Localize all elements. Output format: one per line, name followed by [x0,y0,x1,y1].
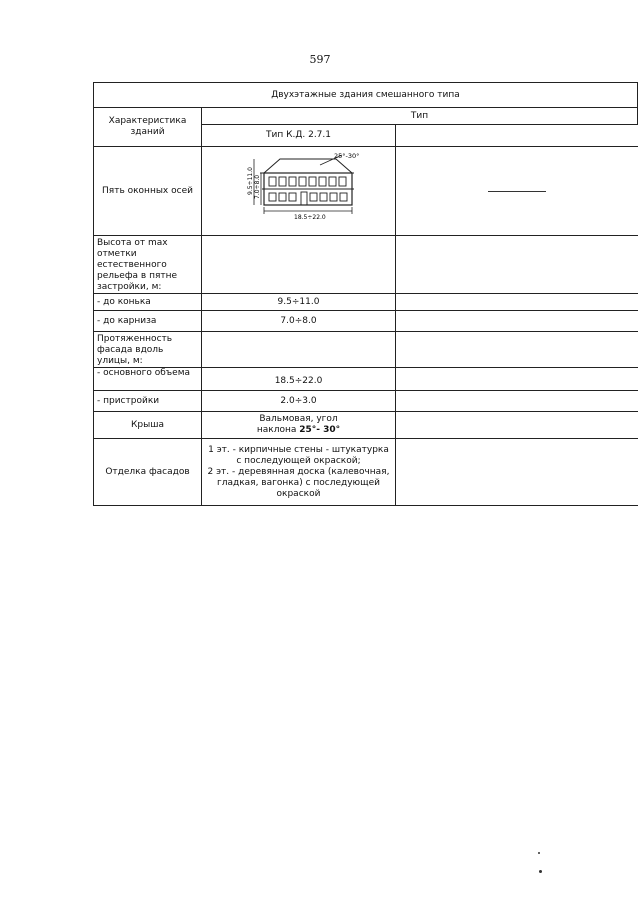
building-characteristics-table [93,82,638,506]
facade-drawing-cell [202,147,396,236]
empty-type-cell [396,125,638,147]
roof-angle-label: 25°-30° [333,152,359,160]
column-header-characteristic: Характеристика зданий [94,108,202,147]
main-volume-value: 18.5÷22.0 [202,368,396,391]
scan-artifact [538,852,540,854]
column-header-type: Тип [202,108,638,125]
finish-value [202,439,396,506]
finish-label: Отделка фасадов [94,439,202,506]
main-volume-label: - основного объема [94,368,202,391]
facade-drawing [224,151,374,231]
roof-label: Крыша [94,412,202,439]
table-title: Двухэтажные здания смешанного типа [94,83,638,108]
scan-artifact [539,870,542,873]
height-cornice-label: 7.0÷8.0 [253,174,261,199]
ridge-value: 9.5÷11.0 [202,294,396,311]
empty-cell [396,439,638,506]
axes-label: Пять оконных осей [94,147,202,236]
finish-line-2: 2 эт. - деревянная доска (калевочная, гладкая, вагонка) с последующей окраской [207,466,390,499]
dash-line [488,191,546,192]
page-number: 597 [309,53,331,66]
empty-cell [202,332,396,368]
facade-header: Протяженность фасада вдоль улицы, м: [94,332,202,368]
cornice-value: 7.0÷8.0 [202,311,396,332]
empty-cell [396,391,638,412]
annex-value: 2.0÷3.0 [202,391,396,412]
annex-label: - пристройки [94,391,202,412]
ridge-label: - до конька [94,294,202,311]
height-total-label: 9.5÷11.0 [246,167,254,195]
empty-cell [396,368,638,391]
cornice-label: - до карниза [94,311,202,332]
empty-cell [396,332,638,368]
empty-cell [202,236,396,294]
dash-cell [396,147,638,236]
roof-value-line1: Вальмовая, угол [259,414,338,424]
height-header: Высота от max отметки естественного рельефа в пятне застройки, м: [94,236,202,294]
roof-value [202,412,396,439]
roof-value-angle: 25°- 30° [299,425,341,435]
roof-value-line2 [205,425,392,436]
empty-cell [396,236,638,294]
type-name: Тип К.Д. 2.7.1 [202,125,396,147]
empty-cell [396,294,638,311]
empty-cell [396,412,638,439]
empty-cell [396,311,638,332]
width-label: 18.5÷22.0 [293,214,326,221]
finish-line-1: 1 эт. - кирпичные стены - штукатурка с последующей окраской; [208,444,389,466]
roof-value-prefix: наклона [256,425,300,435]
